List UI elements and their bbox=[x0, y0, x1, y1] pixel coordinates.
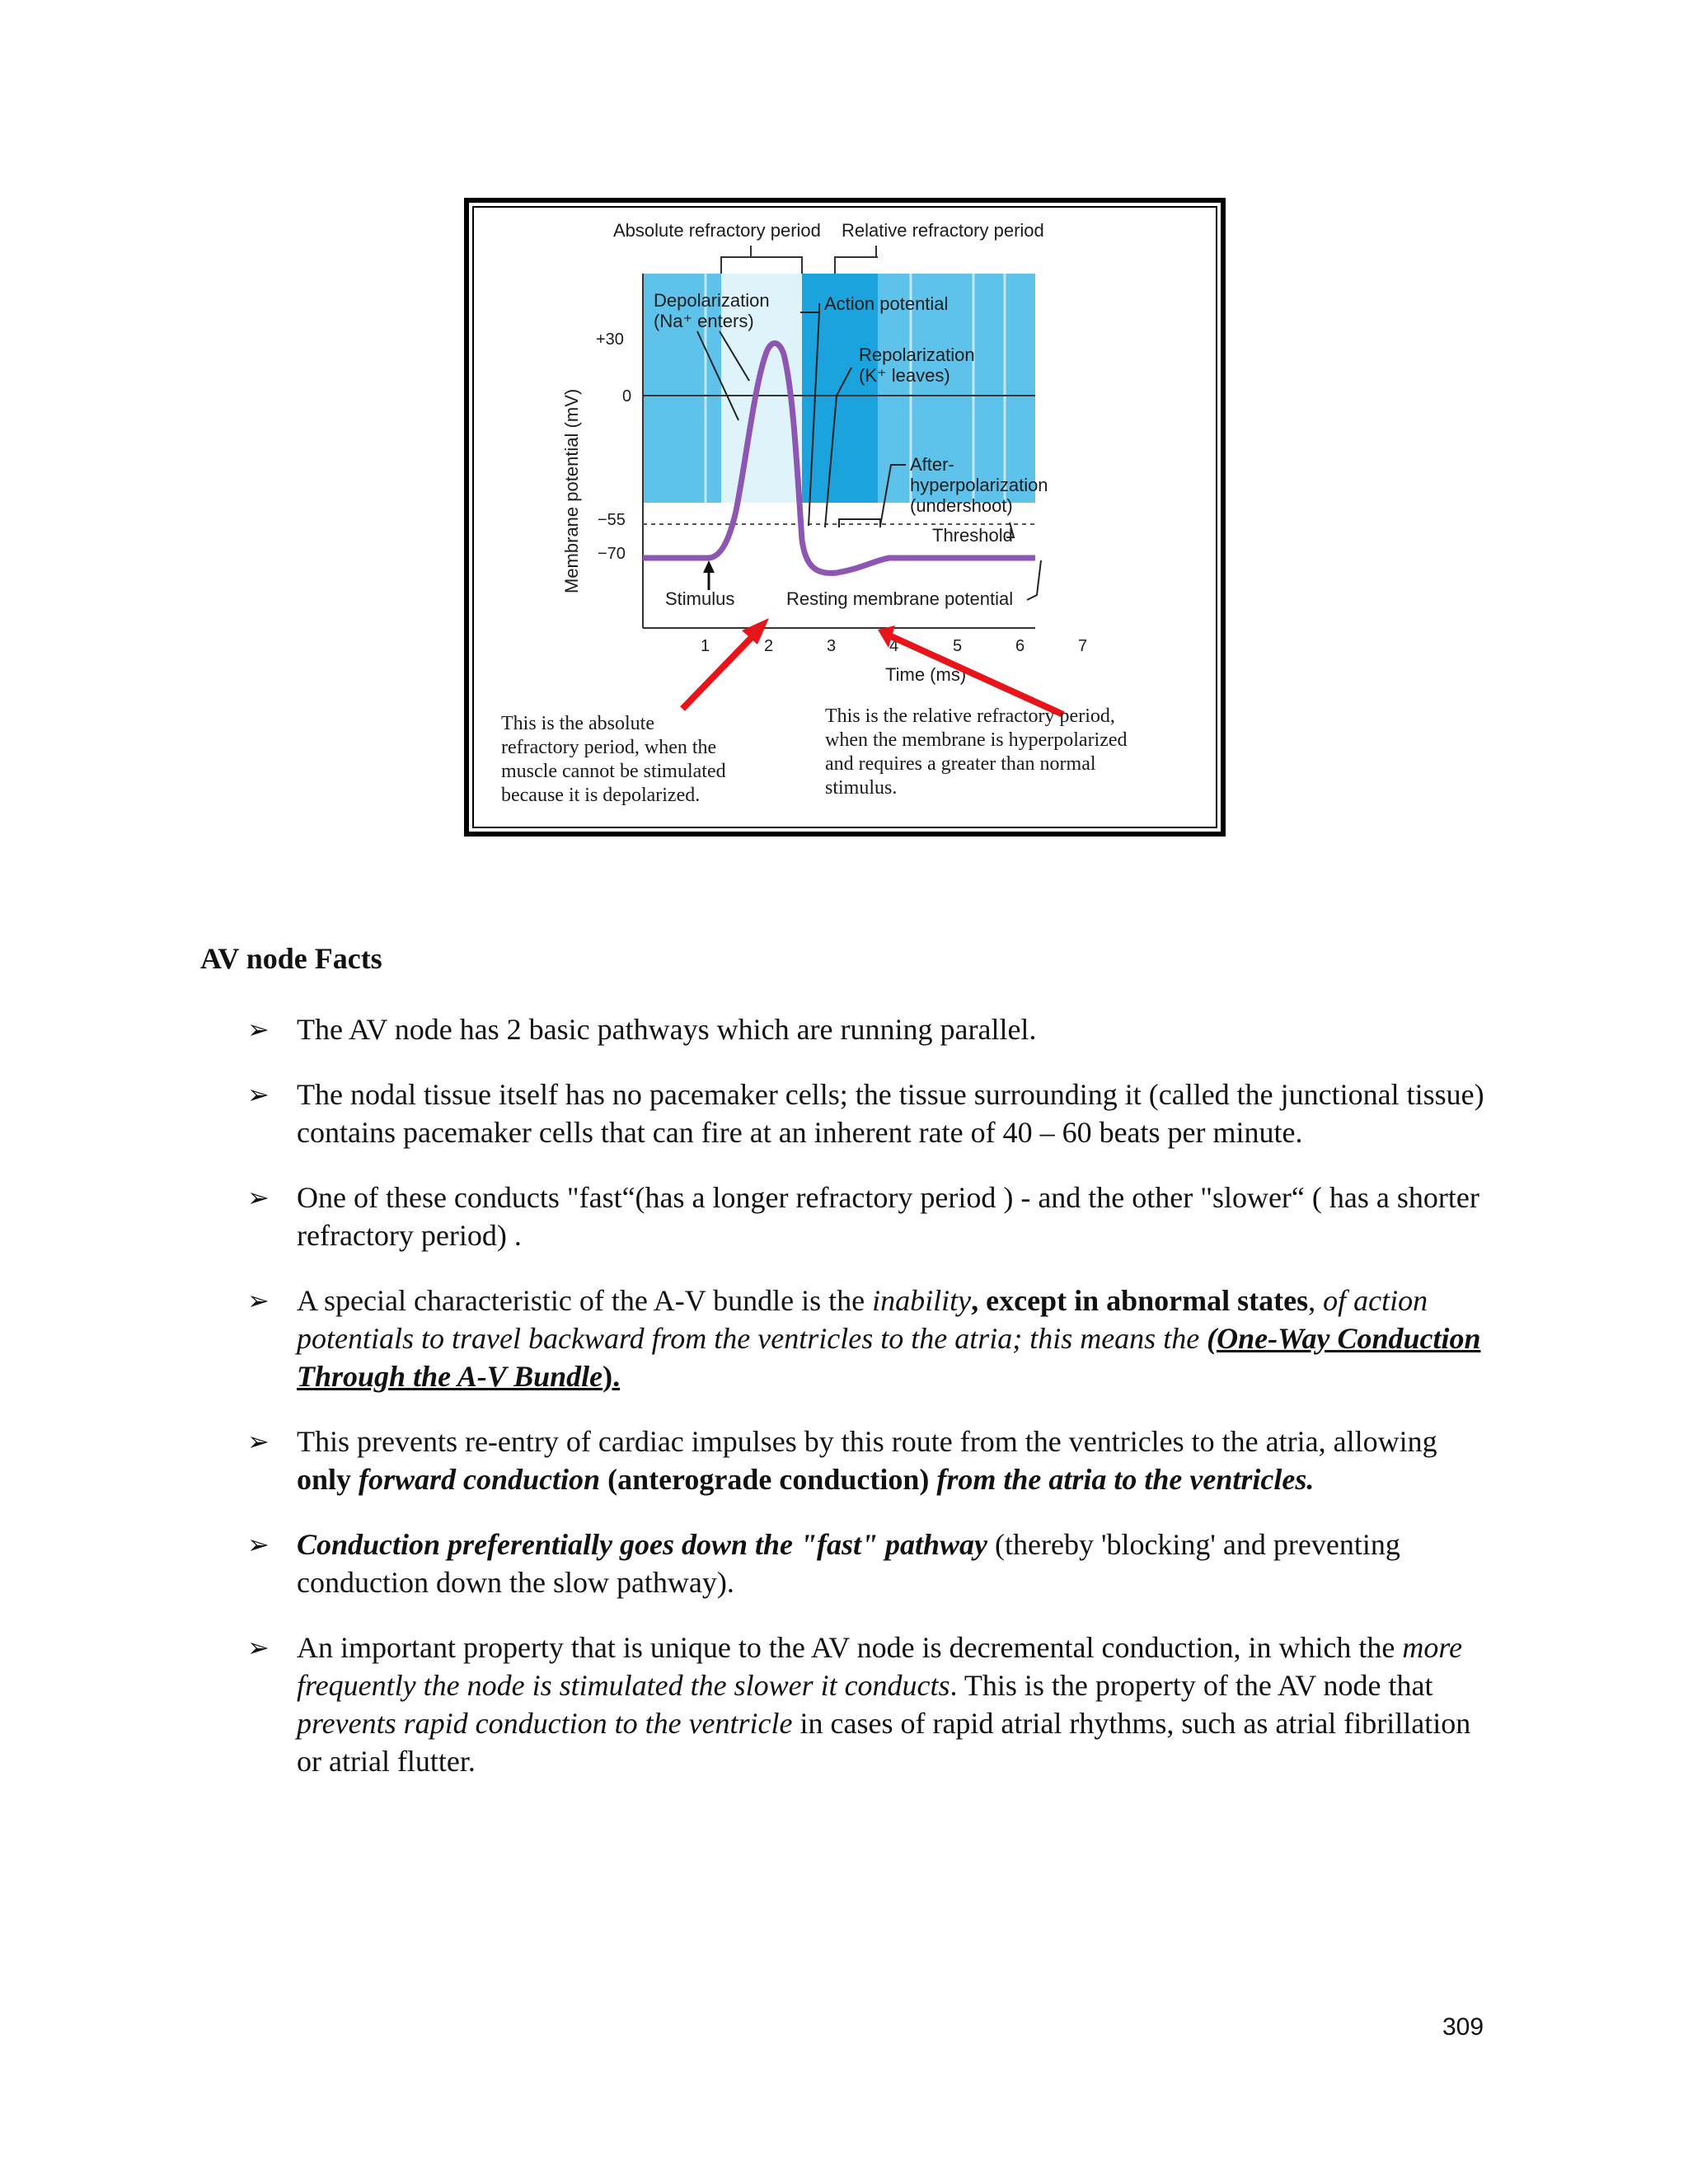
fact-text-plain: This prevents re-entry of cardiac impulses by this route from the ventricles to the atria, allowing bbox=[297, 1425, 1437, 1458]
fact-text-italic: of action potentials to travel backward from the ventricles to the atria; this means the bbox=[297, 1284, 1428, 1355]
threshold-label: Threshold bbox=[932, 525, 1013, 546]
fact-text: The AV node has 2 basic pathways which are running parallel. bbox=[297, 1013, 1037, 1046]
y-axis-label: Membrane potential (mV) bbox=[561, 388, 582, 593]
arrow-bullet-icon: ➢ bbox=[247, 1426, 270, 1457]
action-potential-figure bbox=[464, 198, 1226, 837]
x-tick-5: 5 bbox=[953, 637, 963, 655]
fact-text-bold-italic-underline: (One-Way Conduction Through the A-V Bundle bbox=[297, 1322, 1481, 1393]
fact-item bbox=[0, 1010, 1492, 1048]
relative-note-line-2: when the membrane is hyperpolarized bbox=[825, 729, 1128, 751]
absolute-note-line-3: muscle cannot be stimulated bbox=[501, 761, 726, 782]
absolute-note-line-1: This is the absolute bbox=[501, 713, 654, 734]
fact-item bbox=[0, 1179, 1492, 1254]
arrow-bullet-icon: ➢ bbox=[247, 1014, 270, 1045]
facts-list bbox=[0, 1010, 1688, 1807]
x-tick-7: 7 bbox=[1078, 637, 1088, 655]
y-tick-minus55: −55 bbox=[598, 511, 626, 529]
x-tick-2: 2 bbox=[764, 637, 774, 655]
depolarization-label: Depolarization bbox=[654, 290, 770, 311]
fact-text-italic: prevents rapid conduction to the ventricle bbox=[297, 1707, 793, 1740]
x-tick-1: 1 bbox=[701, 637, 710, 655]
relative-note-line-3: and requires a greater than normal bbox=[825, 753, 1096, 775]
fact-text-italic: more frequently the node is stimulated the slower it conducts bbox=[297, 1631, 1463, 1702]
fact-item bbox=[0, 1629, 1492, 1780]
depolarization-sub-label: (Na⁺ enters) bbox=[654, 311, 754, 331]
x-tick-3: 3 bbox=[827, 637, 837, 655]
after-label-3: (undershoot) bbox=[910, 495, 1013, 516]
fact-text-italic: inability bbox=[872, 1284, 972, 1317]
fact-text-plain: . This is the property of the AV node that bbox=[950, 1669, 1433, 1702]
fact-text-bold-italic: Conduction preferentially goes down the "fast" pathway bbox=[297, 1528, 988, 1561]
fact-text-bold-italic: forward conduction bbox=[359, 1463, 601, 1496]
absolute-note-line-4: because it is depolarized. bbox=[501, 785, 701, 806]
absolute-note-line-2: refractory period, when the bbox=[501, 737, 717, 758]
relative-refractory-label: Relative refractory period bbox=[842, 220, 1044, 241]
fact-text-plain: A special characteristic of the A-V bundle is the bbox=[297, 1284, 873, 1317]
fact-text: One of these conducts "fast“(has a longer refractory period ) - and the other "slower“ ( has a shorter refractory period) . bbox=[297, 1181, 1479, 1252]
fact-text-bold-italic: from the atria to the ventricles. bbox=[936, 1463, 1315, 1496]
fact-text-bold-underline: ). bbox=[603, 1360, 621, 1393]
arrow-bullet-icon: ➢ bbox=[247, 1632, 270, 1663]
fact-text-plain: , bbox=[1308, 1284, 1324, 1317]
x-tick-4: 4 bbox=[889, 637, 899, 655]
fact-text-bold: (anterograde conduction) bbox=[600, 1463, 937, 1496]
after-label-1: After- bbox=[910, 454, 954, 475]
relative-note-line-4: stimulus. bbox=[825, 777, 898, 799]
y-tick-0: 0 bbox=[622, 387, 632, 405]
fact-text-bold: , except in abnormal states bbox=[971, 1284, 1309, 1317]
action-potential-label: Action potential bbox=[824, 293, 949, 314]
repolarization-sub-label: (K⁺ leaves) bbox=[859, 365, 950, 386]
fact-item bbox=[0, 1526, 1492, 1601]
fact-text-bold: only bbox=[297, 1463, 359, 1496]
y-tick-plus30: +30 bbox=[596, 330, 624, 349]
fact-item bbox=[0, 1422, 1492, 1498]
fact-text-plain: in cases of rapid atrial rhythms, such as atrial fibrillation or atrial flutter. bbox=[297, 1707, 1471, 1778]
resting-potential-label: Resting membrane potential bbox=[786, 588, 1014, 609]
fact-text: The nodal tissue itself has no pacemaker cells; the tissue surrounding it (called the junctional tissue) contains pacemaker cells that can fire at an inherent rate of 40 – 60 beats per minute. bbox=[297, 1078, 1484, 1149]
relative-note-line-1: This is the relative refractory period, bbox=[825, 705, 1115, 727]
x-axis-label: Time (ms) bbox=[885, 664, 967, 685]
absolute-refractory-label: Absolute refractory period bbox=[613, 220, 821, 241]
arrow-bullet-icon: ➢ bbox=[247, 1285, 270, 1316]
after-label-2: hyperpolarization bbox=[910, 475, 1048, 495]
stimulus-label: Stimulus bbox=[665, 588, 735, 609]
arrow-bullet-icon: ➢ bbox=[247, 1079, 270, 1110]
fact-text-plain: An important property that is unique to the AV node is decremental conduction, in which the bbox=[297, 1631, 1403, 1664]
fact-item bbox=[0, 1282, 1492, 1395]
section-title: AV node Facts bbox=[200, 942, 382, 975]
figure-svg bbox=[464, 198, 1226, 837]
y-tick-minus70: −70 bbox=[598, 545, 626, 563]
page-number: 309 bbox=[1442, 2013, 1484, 2041]
arrow-bullet-icon: ➢ bbox=[247, 1529, 270, 1560]
fact-item bbox=[0, 1076, 1492, 1151]
x-tick-6: 6 bbox=[1015, 637, 1025, 655]
repolarization-label: Repolarization bbox=[859, 344, 975, 365]
arrow-bullet-icon: ➢ bbox=[247, 1182, 270, 1213]
fact-text-plain: (thereby 'blocking' and preventing conduction down the slow pathway). bbox=[297, 1528, 1400, 1599]
